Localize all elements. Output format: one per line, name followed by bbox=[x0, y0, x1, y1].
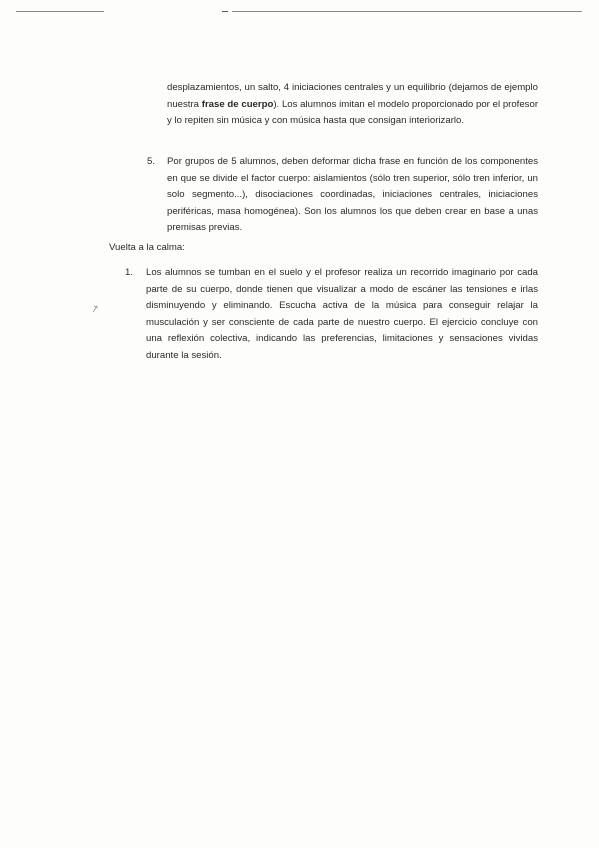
header-rule-mark bbox=[222, 11, 228, 12]
paragraph-continued: desplazamientos, un salto, 4 iniciaciones centrales y un equilibrio (dejamos de ejemplo nuestra frase de cuerpo). Los alumnos imitan el modelo proporcionado por el profesor y lo repiten sin música y con música hasta que consigan interiorizarlo. bbox=[167, 82, 539, 126]
list-number: 5. bbox=[147, 156, 156, 167]
list-item-text: Los alumnos se tumban en el suelo y el profesor realiza un recorrido imaginario por cada parte de su cuerpo, donde tienen que visualizar a modo de escáner las tensiones e irlas disminuyendo y eliminando. Escucha activa de la música para conseguir relajar la musculación y ser consciente de cada parte de nuestro cuerpo. El ejercicio concluye con una reflexión colectiva, indicando las preferencias, limitaciones y sensaciones vividas durante la sesión. bbox=[146, 267, 538, 361]
header-rule-right bbox=[232, 11, 582, 12]
section-heading: Vuelta a la calma: bbox=[109, 242, 185, 253]
bold-phrase: frase de cuerpo bbox=[201, 98, 274, 110]
list-item-text: Por grupos de 5 alumnos, deben deformar dicha frase en función de los componentes en que se divide el factor cuerpo: aislamientos (sólo tren superior, sólo tren inferior, un solo segmento...), disociaciones coordinadas, iniciaciones centrales, iniciaciones periféricas, masa homogénea). Son los alumnos los que deben crear en base a unas premisas previas. bbox=[167, 156, 538, 233]
list-number: 1. bbox=[125, 267, 134, 278]
scan-mark: ↗ bbox=[89, 303, 101, 316]
header-rule-left bbox=[16, 11, 104, 12]
